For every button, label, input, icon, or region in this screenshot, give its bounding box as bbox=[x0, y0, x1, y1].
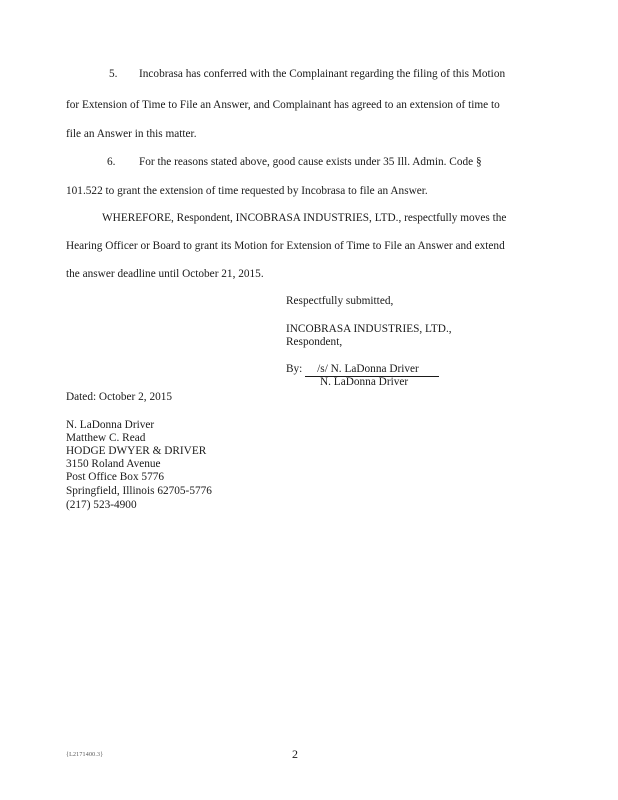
signature-party-role: Respondent, bbox=[286, 336, 343, 348]
paragraph-6-line-2: 101.522 to grant the extension of time requested by Incobrasa to file an Answer. bbox=[66, 185, 428, 197]
footer-doc-id: {L2171400.3} bbox=[66, 752, 104, 758]
counsel-line-1: N. LaDonna Driver bbox=[66, 419, 155, 431]
page-number: 2 bbox=[292, 747, 298, 761]
counsel-line-5: Post Office Box 5776 bbox=[66, 471, 165, 483]
signature-closing: Respectfully submitted, bbox=[286, 295, 394, 307]
paragraph-5-line-2: for Extension of Time to File an Answer, and Complainant has agreed to an extension of time to bbox=[66, 99, 500, 111]
counsel-line-6: Springfield, Illinois 62705-5776 bbox=[66, 485, 212, 497]
signer-name: N. LaDonna Driver bbox=[320, 376, 409, 388]
dated-line: Dated: October 2, 2015 bbox=[66, 391, 173, 403]
paragraph-5-line-1: Incobrasa has conferred with the Complainant regarding the filing of this Motion bbox=[139, 68, 506, 80]
counsel-line-4: 3150 Roland Avenue bbox=[66, 458, 161, 470]
signature-party-name: INCOBRASA INDUSTRIES, LTD., bbox=[286, 323, 452, 335]
paragraph-6-number: 6. bbox=[107, 156, 116, 168]
wherefore-line-2: Hearing Officer or Board to grant its Motion for Extension of Time to File an Answer and extend bbox=[66, 240, 505, 252]
wherefore-line-3: the answer deadline until October 21, 2015. bbox=[66, 268, 264, 280]
paragraph-5-line-3: file an Answer in this matter. bbox=[66, 128, 197, 140]
counsel-line-7: (217) 523-4900 bbox=[66, 499, 137, 511]
signature-text: /s/ N. LaDonna Driver bbox=[317, 363, 419, 375]
counsel-line-3: HODGE DWYER & DRIVER bbox=[66, 445, 207, 457]
paragraph-5-number: 5. bbox=[109, 68, 118, 80]
paragraph-6-line-1: For the reasons stated above, good cause exists under 35 Ill. Admin. Code § bbox=[139, 156, 482, 168]
counsel-line-2: Matthew C. Read bbox=[66, 432, 146, 444]
signature-by-label: By: bbox=[286, 363, 303, 375]
wherefore-line-1: WHEREFORE, Respondent, INCOBRASA INDUSTRIES, LTD., respectfully moves the bbox=[102, 212, 507, 224]
